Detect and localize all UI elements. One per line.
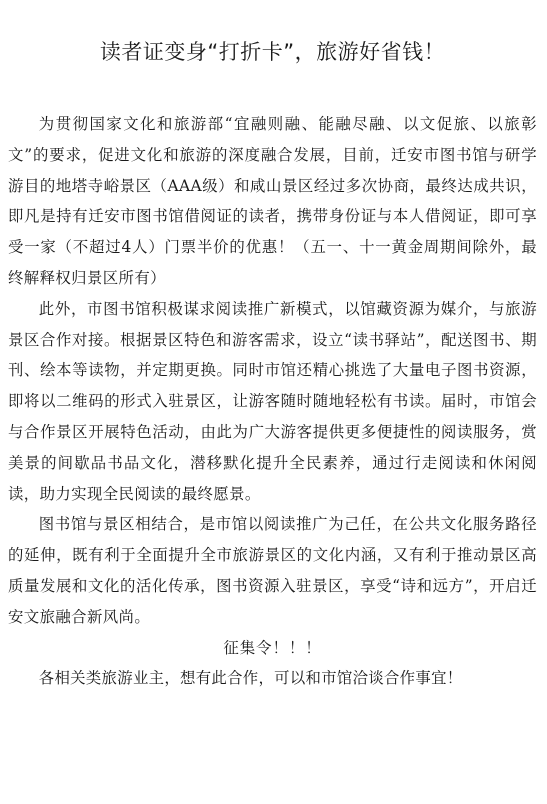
paragraph-library-scenic-integration: 图书馆与景区相结合，是市馆以阅读推广为己任，在公共文化服务路径的延伸，既有利于全面提升全市旅游景区的文化内涵，又有利于推动景区高质量发展和文化的活化传承，图书资源入驻景区，享受“诗和远方”，开启迁安文旅融合新风尚。	[8, 515, 537, 626]
document-body	[8, 109, 537, 694]
call-to-action-heading: 征集令！！！	[223, 638, 322, 657]
paragraph-reading-promotion: 此外，市图书馆积极谋求阅读推广新模式，以馆藏资源为媒介，与旅游景区合作对接。根据景区特色和游客需求，设立“读书驿站”，配送图书、期刊、绘本等读物，并定期更换。同时市馆还精心挑选了大量电子图书资源，即将以二维码的形式入驻景区，让游客随时随地轻松有书读。届时，市馆会与合作景区开展特色活动，由此为广大游客提供更多便捷性的阅读服务，赏美景的间歇品书品文化，潜移默化提升全民素养，通过行走阅读和休闲阅读，助力实现全民阅读的最终愿景。	[8, 299, 537, 503]
closing-invitation: 各相关类旅游业主，想有此合作，可以和市馆洽谈合作事宜！	[38, 669, 463, 688]
document-title: 读者证变身“打折卡”，旅游好省钱！	[99, 40, 446, 64]
paragraph-discount-offer: 为贯彻国家文化和旅游部“宜融则融、能融尽融、以文促旅、以旅彰文”的要求，促进文化和旅游的深度融合发展，目前，迁安市图书馆与研学游目的地塔寺峪景区（AAA级）和咸山景区经过多次协商，最终达成共识，即凡是持有迁安市图书馆借阅证的读者，携带身份证与本人借阅证，即可享受一家（不超过4人）门票半价的优惠！（五一、十一黄金周期间除外，最终解释权归景区所有）	[8, 115, 537, 287]
